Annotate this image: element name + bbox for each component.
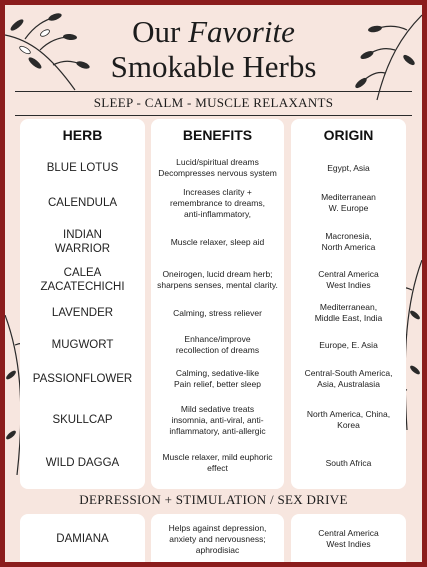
row-origin-cell: Central-South America, Asia, Australasia [304,368,393,389]
row-herb-cell: CALEA ZACATECHICHI [40,267,125,293]
row-origin-cell: North America, China, Korea [306,409,391,430]
row-benefits-cell: Oneirogen, lucid dream herb; sharpens senses, mental clarity. [157,269,278,290]
row-herb-cell: PASSIONFLOWER [32,373,133,385]
section-heading-sleep: SLEEP - CALM - MUSCLE RELAXANTS [93,95,334,110]
divider-top [15,91,412,92]
row-benefits-cell: Increases clarity + remembrance to dreams, anti-inflammatory, [170,186,265,219]
row-herb-cell: MUGWORT [51,339,114,351]
row-origin-cell: Europe, E. Asia [319,339,378,350]
row-benefits-cell: Mild sedative treats insomnia, anti-viral, anti- inflammatory, anti-allergic [169,403,266,436]
row-herb-cell: CALENDULA [47,197,118,209]
row2-herb-cell: DAMIANA [56,533,109,545]
row2-origin-cell: Central America West Indies [318,528,379,549]
section-heading-depression: DEPRESSION + STIMULATION / SEX DRIVE [79,492,348,507]
divider-bottom [15,115,412,116]
title-prefix: Our [132,14,189,49]
row-herb-cell: SKULLCAP [52,414,113,426]
benefits-header: BENEFITS [182,127,253,143]
row-herb-cell: WILD DAGGA [45,457,120,469]
page-title-line2: Smokable Herbs [110,49,317,84]
herb-header: HERB [62,127,103,143]
row-origin-cell: Mediterranean, Middle East, India [314,302,383,323]
row-herb-cell: LAVENDER [51,307,114,319]
row-origin-cell: Macronesia, North America [321,231,376,252]
row-origin-cell: Central America West Indies [318,269,379,290]
row-benefits-cell: Calming, stress reliever [173,307,262,318]
row-benefits-cell: Calming, sedative-like Pain relief, better sleep [174,368,261,389]
row-herb-cell: INDIAN WARRIOR [54,229,111,255]
row-benefits-cell: Muscle relaxer, sleep aid [170,236,265,247]
row-benefits-cell: Muscle relaxer, mild euphoric effect [162,452,273,473]
poster [5,5,422,562]
origin-header: ORIGIN [323,127,374,143]
title-italic-word: Favorite [188,14,295,49]
row-origin-cell: Egypt, Asia [327,162,370,173]
row-benefits-cell: Lucid/spiritual dreams Decompresses nervous system [158,157,277,178]
page-title-line1 [5,15,422,49]
row2-benefits-cell: Helps against depression, anxiety and nervousness; aphrodisiac [168,522,267,555]
row-origin-cell: South Africa [325,457,372,468]
row-benefits-cell: Enhance/improve recollection of dreams [175,334,260,355]
row-herb-cell: BLUE LOTUS [46,162,119,174]
row-origin-cell: Mediterranean W. Europe [321,192,376,213]
